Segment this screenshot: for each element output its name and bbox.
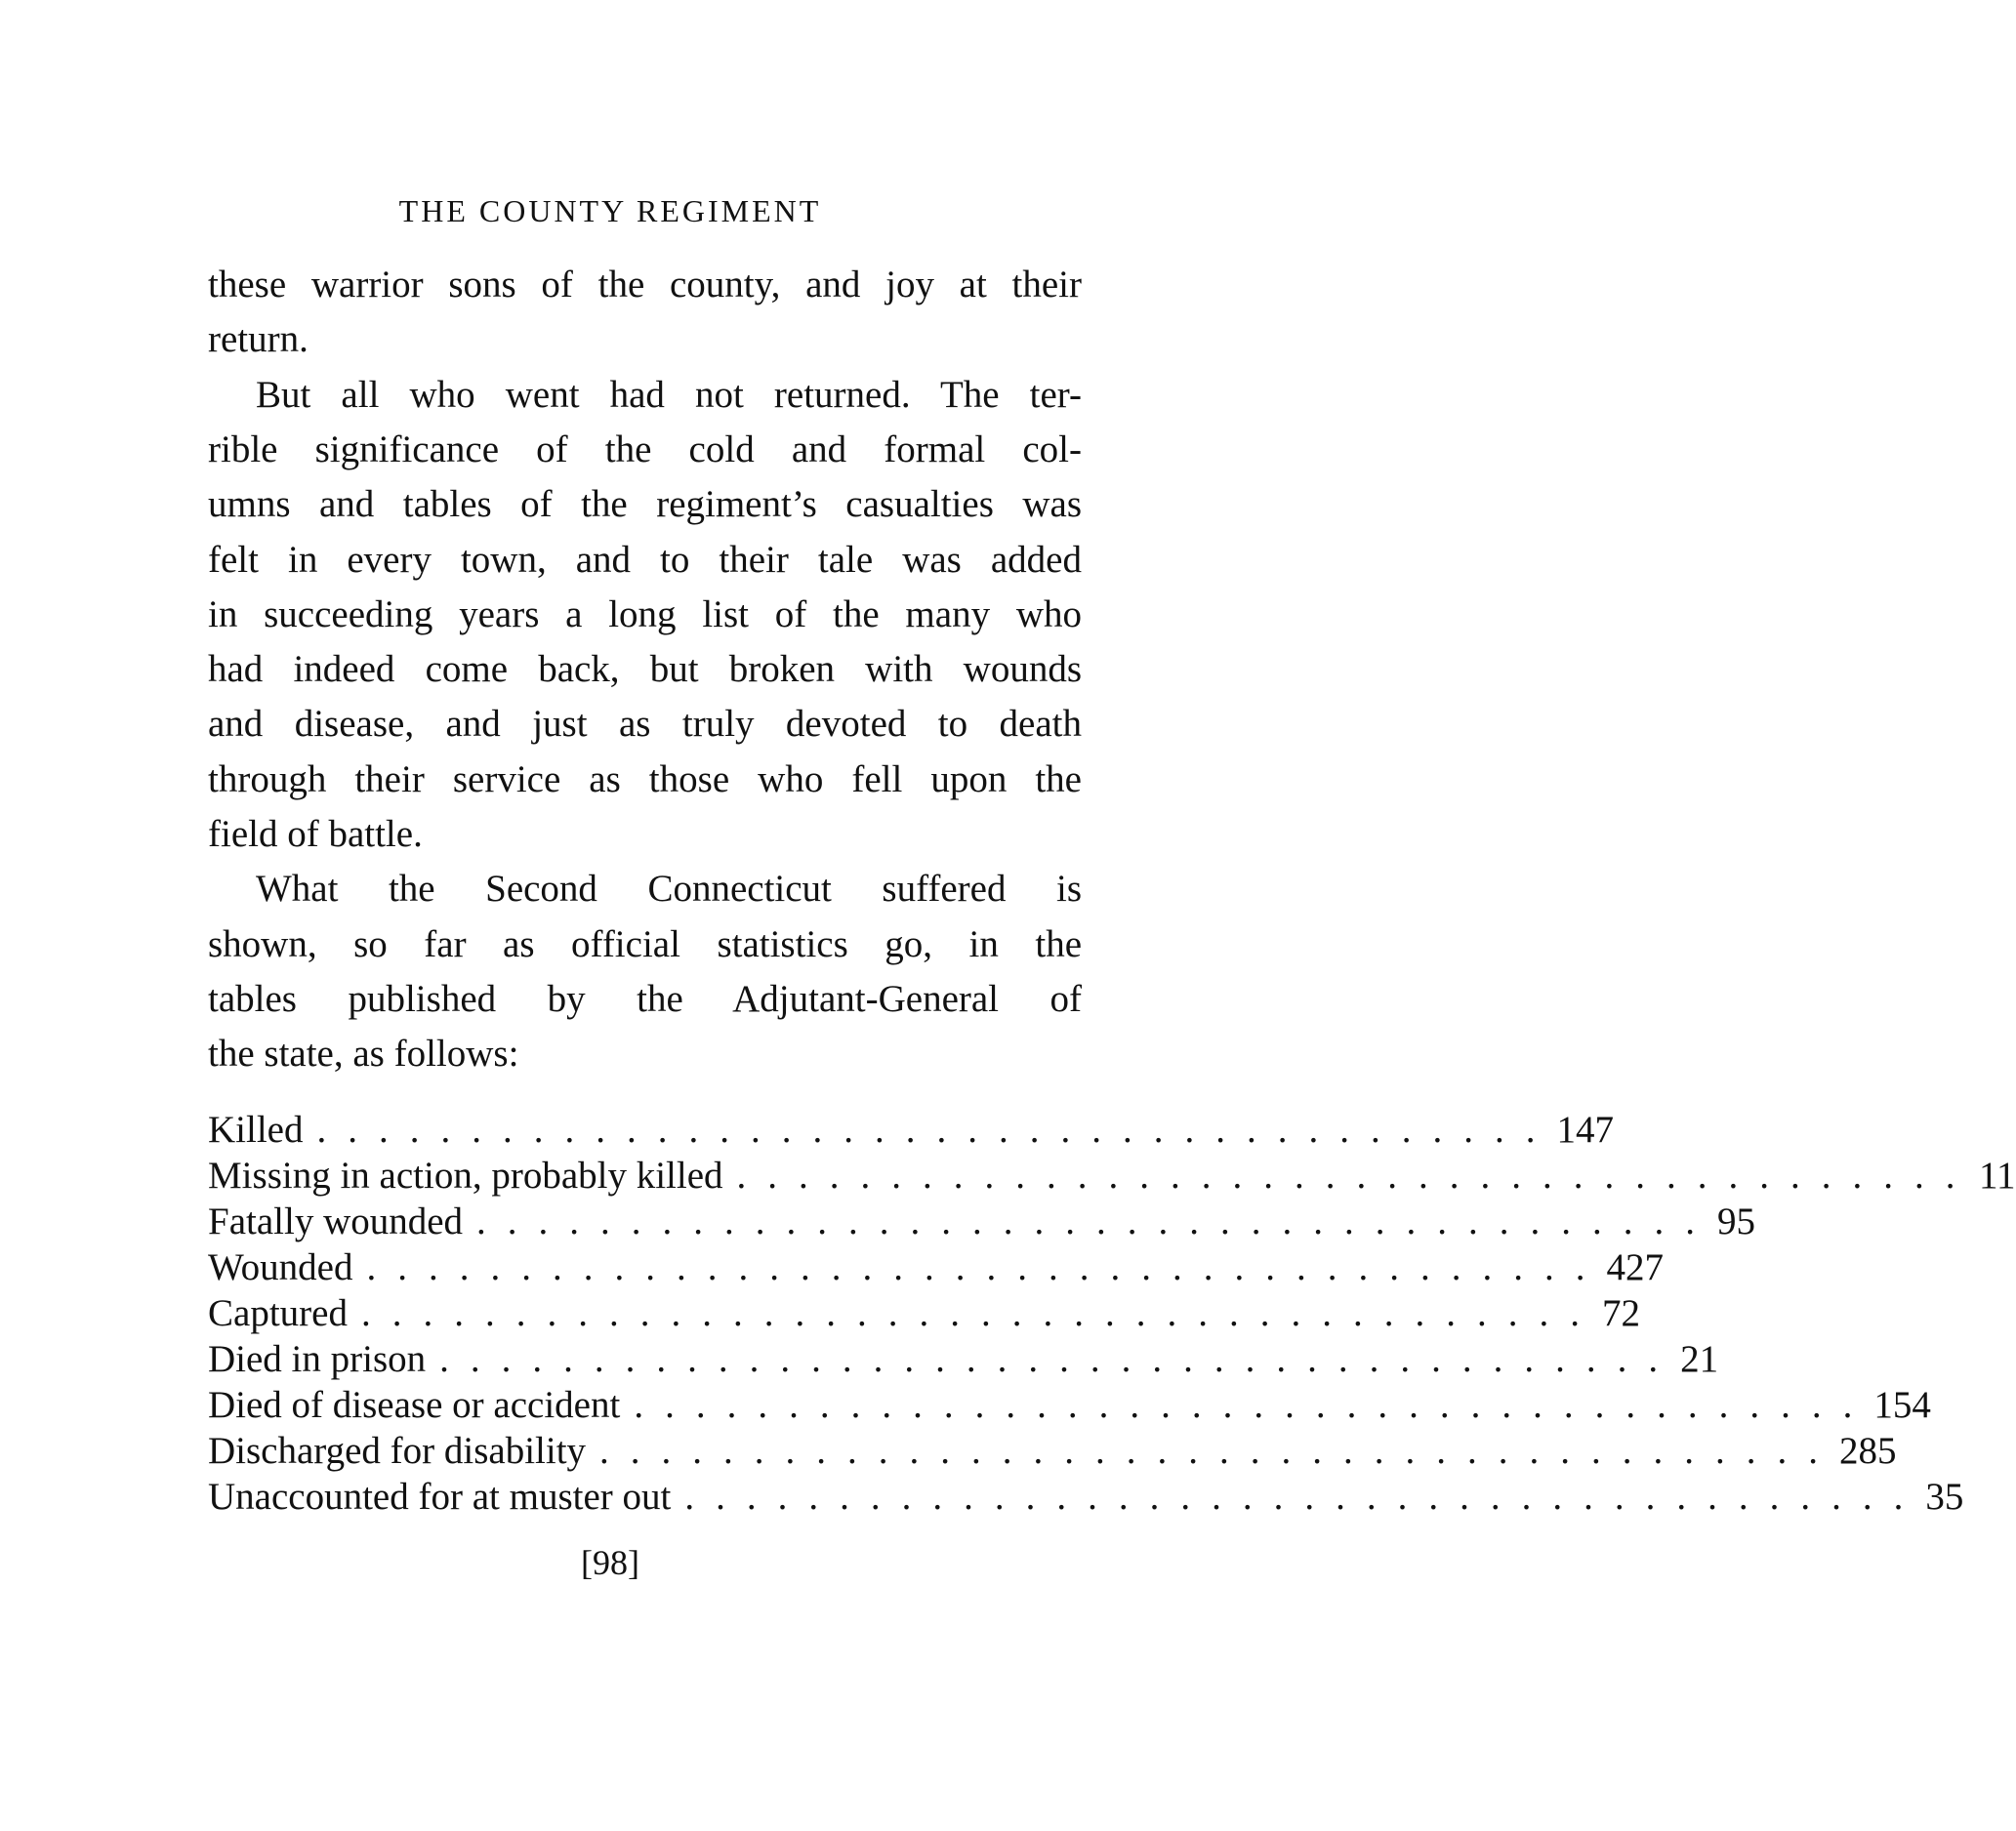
row-value: 427 [1606, 1246, 1664, 1288]
table-row [208, 1430, 1897, 1473]
row-value: 154 [1873, 1384, 1931, 1426]
leader-dots: ........................................ [360, 1292, 1601, 1334]
text-line: the state, as follows: [208, 1033, 519, 1076]
text-line: these warrior sons of the county, and joy at their [208, 264, 1082, 305]
leader-dots: ........................................ [599, 1430, 1840, 1472]
leader-dots: ........................................ [439, 1338, 1680, 1380]
text-line: rible significance of the cold and formal col- [208, 427, 1082, 470]
row-label: Unaccounted for at muster out [208, 1476, 672, 1518]
table-row [208, 1246, 1664, 1289]
text-line: and disease, and just as truly devoted to death [208, 703, 1082, 746]
row-value: 95 [1717, 1200, 1756, 1242]
row-value: 21 [1680, 1338, 1719, 1380]
row-label: Died of disease or accident [208, 1384, 621, 1426]
leader-dots: ........................................ [736, 1155, 1977, 1197]
text-line: umns and tables of the regiment’s casualties was [208, 483, 1082, 526]
row-label: Fatally wounded [208, 1200, 464, 1242]
text-line: field of battle. [208, 813, 423, 855]
leader-dots: ........................................ [684, 1476, 1925, 1518]
row-label: Killed [208, 1109, 304, 1151]
row-label: Missing in action, probably killed [208, 1155, 723, 1197]
text-line: What the Second Connecticut suffered is [256, 868, 1082, 911]
text-line: felt in every town, and to their tale was added [208, 538, 1082, 581]
table-row [208, 1200, 1756, 1243]
row-label: Captured [208, 1292, 348, 1334]
text-line: tables published by the Adjutant-General of [208, 977, 1082, 1020]
row-value: 72 [1601, 1292, 1640, 1334]
page-number: [98] [581, 1543, 639, 1582]
table-row [208, 1338, 1719, 1381]
row-value: 11 [1978, 1155, 2016, 1197]
row-value: 285 [1839, 1430, 1897, 1472]
leader-dots: ........................................ [366, 1246, 1607, 1288]
text-line: But all who went had not returned. The ter- [256, 373, 1082, 416]
row-label: Discharged for disability [208, 1430, 587, 1472]
row-value: 147 [1556, 1109, 1614, 1151]
text-line: through their service as those who fell upon the [208, 757, 1082, 800]
text-line: return. [208, 318, 309, 361]
table-row [208, 1155, 2016, 1198]
row-value: 35 [1925, 1476, 1964, 1518]
text-line: in succeeding years a long list of the many who [208, 592, 1082, 635]
row-label: Died in prison [208, 1338, 427, 1380]
text-line: shown, so far as official statistics go, in the [208, 922, 1082, 965]
table-row [208, 1292, 1640, 1335]
text-line: had indeed come back, but broken with wounds [208, 648, 1082, 691]
row-label: Wounded [208, 1246, 353, 1288]
leader-dots: ........................................ [476, 1200, 1717, 1242]
table-row [208, 1109, 1614, 1152]
table-row [208, 1476, 1964, 1519]
table-row [208, 1384, 1931, 1427]
running-header: THE COUNTY REGIMENT [398, 193, 822, 228]
leader-dots: ........................................ [634, 1384, 1874, 1426]
leader-dots: ........................................ [316, 1109, 1557, 1151]
